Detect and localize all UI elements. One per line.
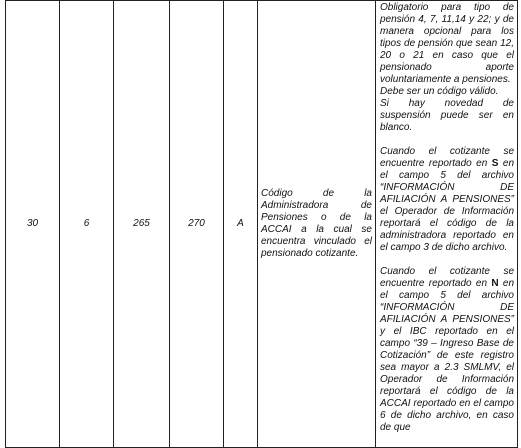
- notes-text: Cuando el cotizante se encuentre reportado en: [380, 266, 514, 289]
- notes-text: Cuando el cotizante se encuentre reportado en: [380, 146, 514, 169]
- table-row: [6, 1, 518, 448]
- field-start-position-cell: 265: [114, 1, 170, 448]
- field-number-cell: 30: [6, 1, 60, 448]
- notes-text: en el campo 5 del archivo “INFORMACIÓN DE AFILIACIÓN A PENSIONES” y el IBC reportado en el campo “39 – Ingreso Base de Cotización” de este registro sea mayor a 2.3 SMLMV, el Operador de Información reportará el código de la ACCAI reportado en el campo 6 de dicho archivo, en caso de que: [380, 278, 515, 433]
- field-length-cell: 6: [60, 1, 114, 448]
- field-spec-table: [5, 0, 518, 448]
- notes-paragraph-suspension: Si hay novedad de suspensión puede ser en blanco.: [380, 98, 514, 133]
- field-end-position-cell: 270: [170, 1, 224, 448]
- notes-bold-flag: N: [491, 278, 499, 289]
- notes-paragraph-obligatorio: Obligatorio para tipo de pensión 4, 7, 11,14 y 22; y de manera opcional para los tipos de pensión que sean 12, 20 o 21 en caso que el pensionado aporte voluntariamente a pensiones.: [380, 2, 514, 85]
- notes-paragraph-codigo-valido: Debe ser un código válido.: [380, 86, 499, 97]
- field-validation-notes-cell: [376, 1, 518, 448]
- field-description-cell: Código de la Administradora de Pensiones o de la ACCAI a la cual se encuentra vinculado el pensionado cotizante.: [258, 1, 376, 448]
- field-type-cell: A: [224, 1, 258, 448]
- notes-paragraph-caso-n: [380, 266, 514, 434]
- notes-bold-flag: S: [491, 158, 499, 169]
- notes-paragraph-caso-s: [380, 146, 514, 254]
- notes-text: en el campo 5 del archivo “INFORMACIÓN DE AFILIACIÓN A PENSIONES” el Operador de Información reportará el código de la administradora reportado en el campo 3 de dicho archivo.: [380, 158, 515, 253]
